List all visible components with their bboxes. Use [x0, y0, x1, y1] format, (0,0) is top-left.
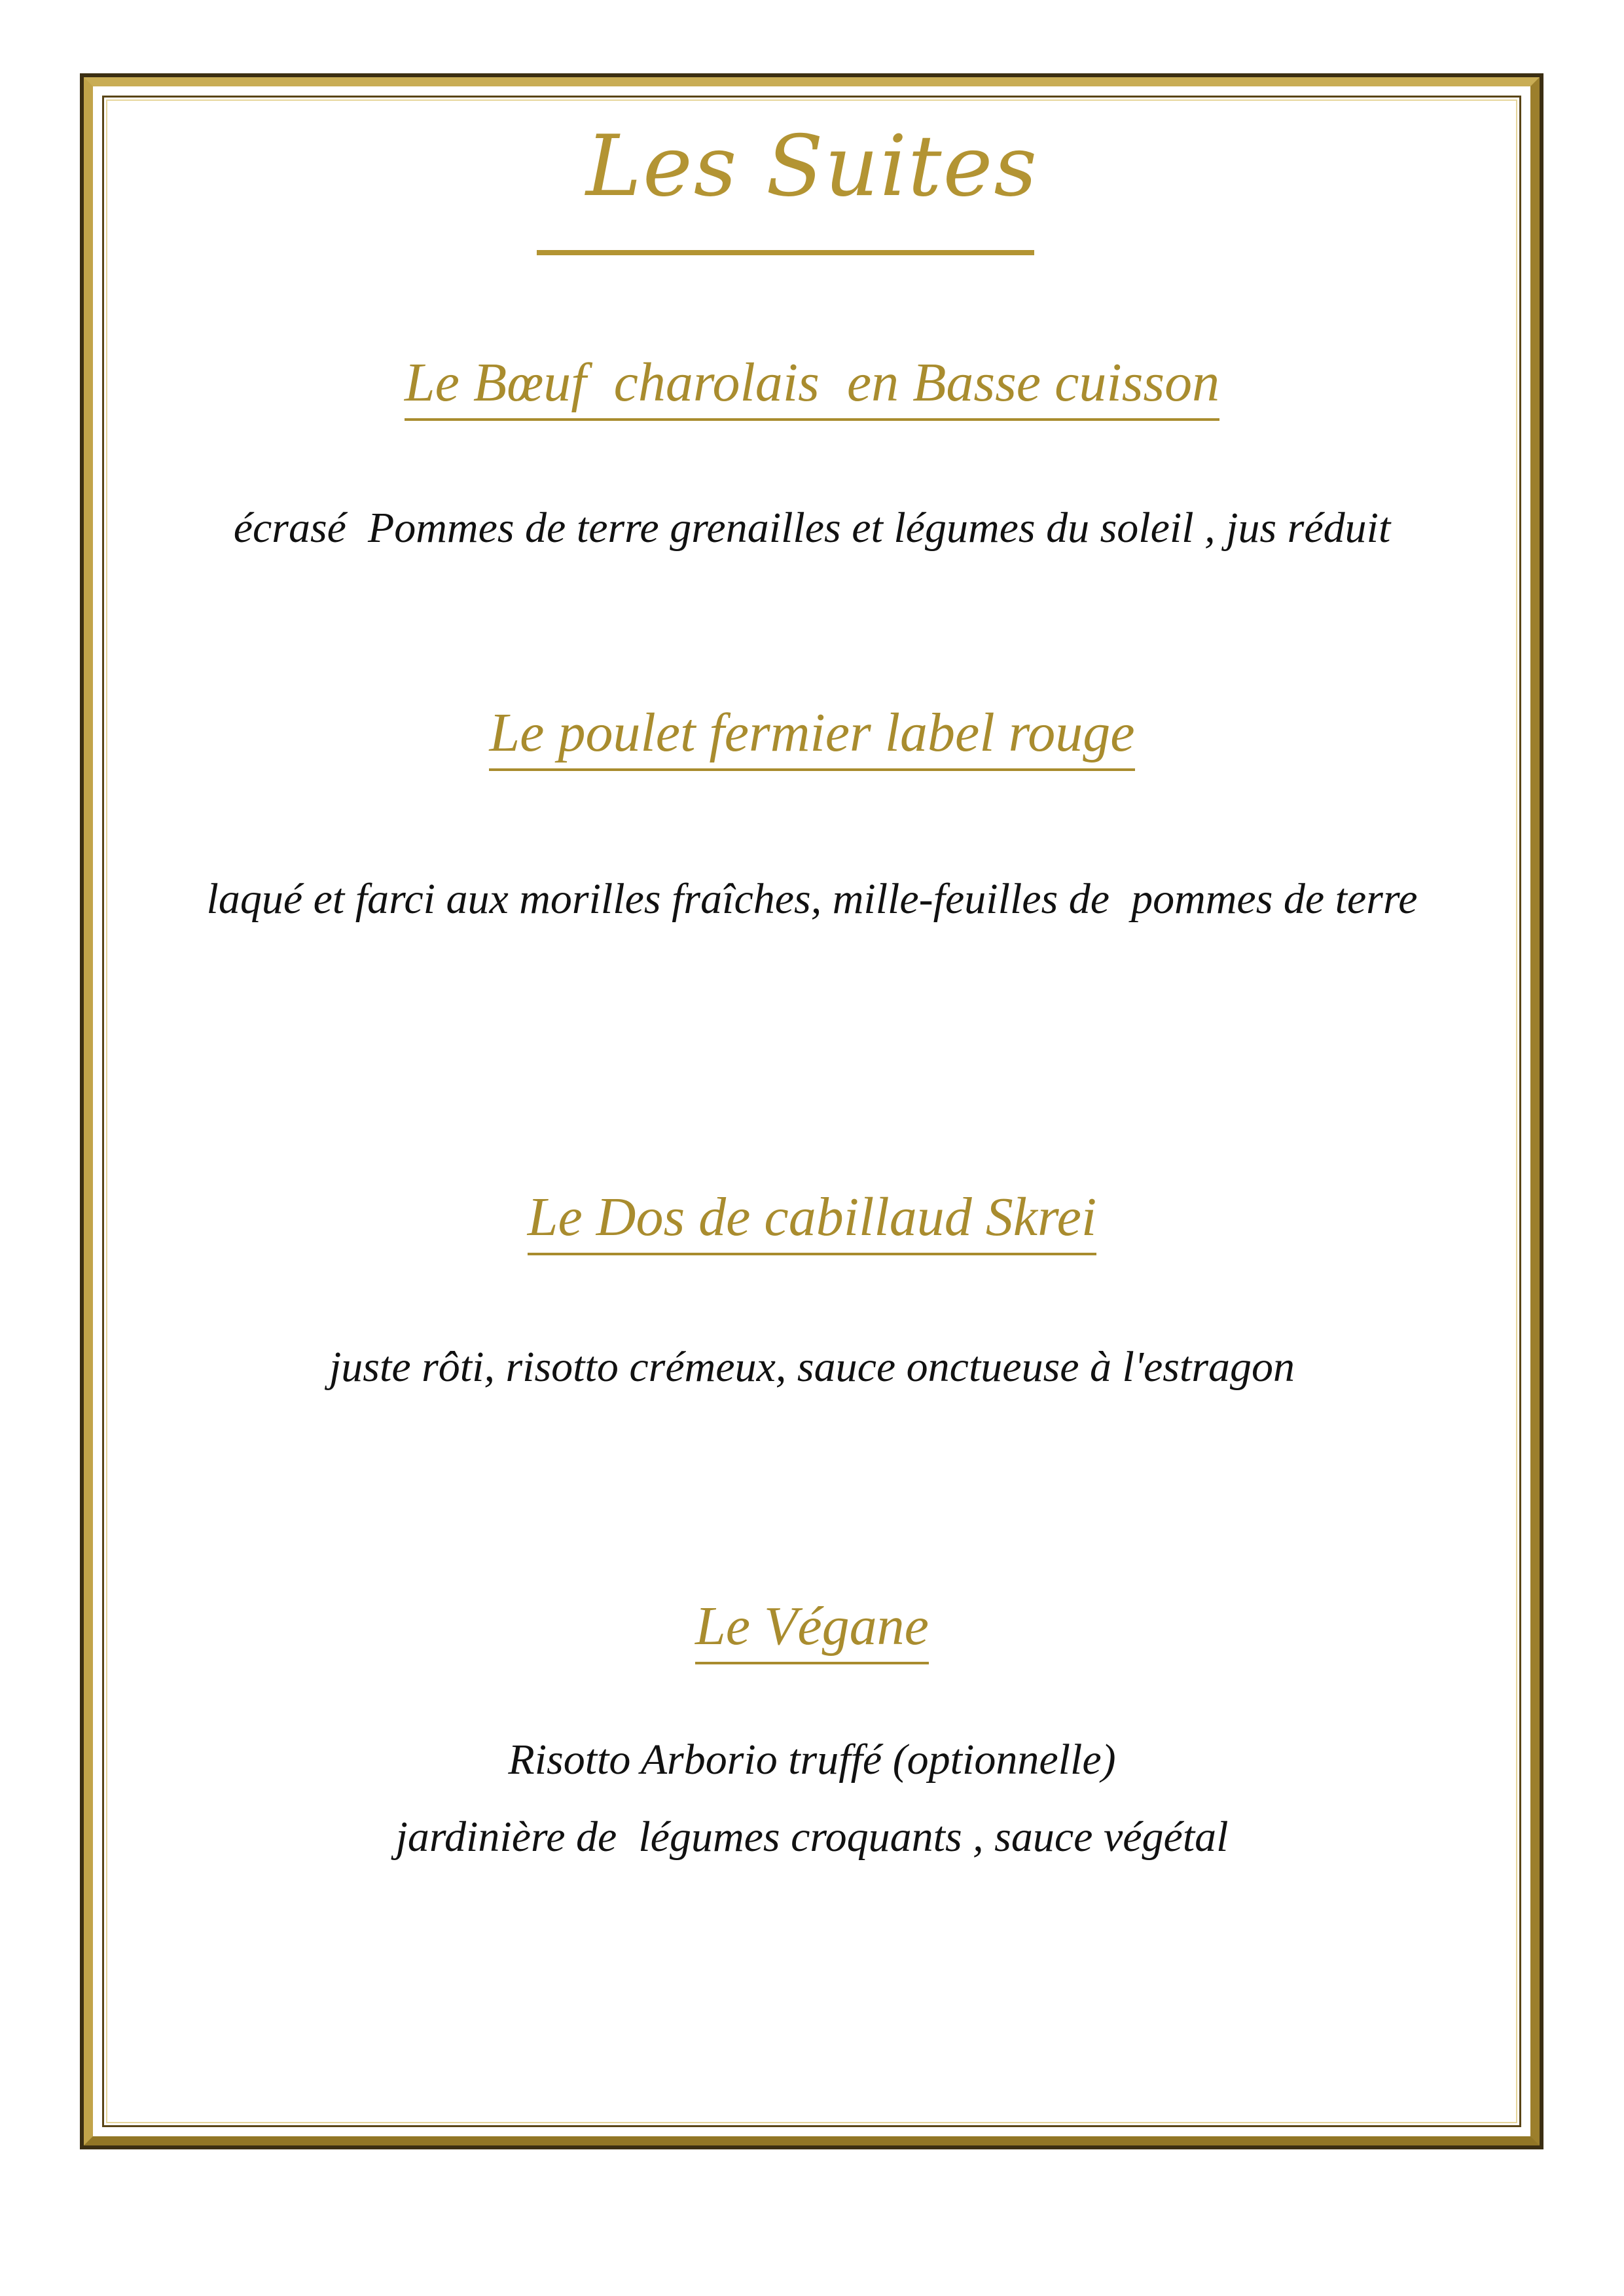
dish-name-cabillaud: [0, 1185, 1624, 1255]
dish-description-vegane-line2: jardinière de légumes croquants , sauce végétal: [395, 1813, 1229, 1861]
dish-description-vegane-line1: Risotto Arborio truffé (optionnelle): [508, 1736, 1116, 1784]
menu-title: Les Suites: [585, 118, 1039, 215]
dish-description-poulet: laqué et farci aux morilles fraîches, mille-feuilles de pommes de terre: [206, 875, 1418, 923]
dish-description-boeuf: écrasé Pommes de terre grenailles et légumes du soleil , jus réduit: [233, 504, 1391, 552]
title-underline: [537, 250, 1034, 255]
dish-name-text: Le Végane: [695, 1594, 929, 1664]
dish-name-boeuf: [0, 350, 1624, 421]
dish-name-vegane: [0, 1594, 1624, 1664]
dish-description-cabillaud: juste rôti, risotto crémeux, sauce onctueuse à l'estragon: [329, 1343, 1295, 1391]
dish-name-poulet: [0, 700, 1624, 771]
dish-name-text: Le Dos de cabillaud Skrei: [528, 1185, 1096, 1255]
dish-name-text: Le Bœuf charolais en Basse cuisson: [405, 350, 1219, 421]
dish-name-text: Le poulet fermier label rouge: [489, 700, 1134, 771]
